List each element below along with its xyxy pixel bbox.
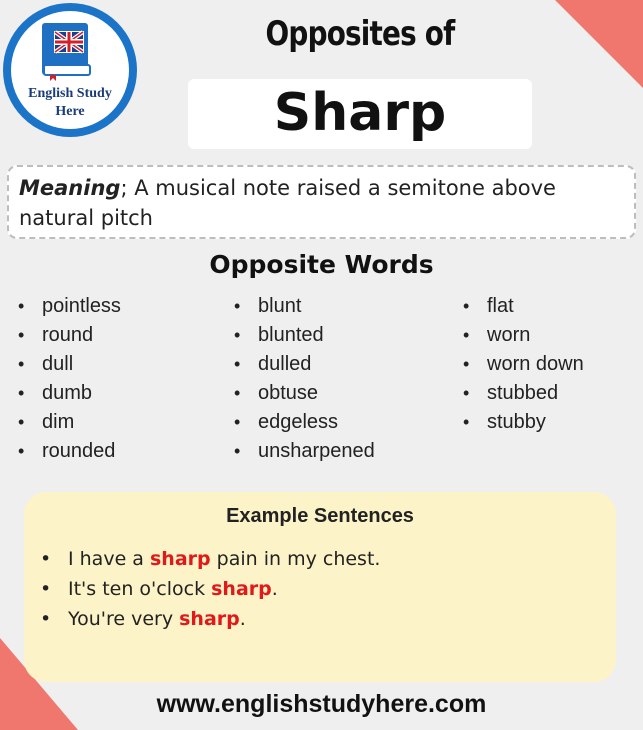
- list-item: • blunted: [234, 321, 375, 350]
- title-word-box: [188, 79, 532, 149]
- list-item: • stubby: [463, 408, 584, 437]
- meaning-separator: ;: [120, 176, 128, 200]
- list-item: • obtuse: [234, 379, 375, 408]
- meaning-box: [7, 165, 636, 239]
- list-item: • round: [18, 321, 121, 350]
- opposites-column-2: [234, 292, 375, 466]
- list-item: • dumb: [18, 379, 121, 408]
- opposites-column-1: [18, 292, 121, 466]
- meaning-label: Meaning: [19, 176, 121, 200]
- book-flag-icon: [38, 17, 102, 81]
- example-sentence: [38, 544, 380, 574]
- list-item: • worn: [463, 321, 584, 350]
- sentence-highlight: sharp: [211, 578, 272, 600]
- logo-text-line1: English Study: [28, 86, 112, 101]
- sentence-highlight: sharp: [149, 548, 211, 570]
- site-logo[interactable]: [3, 3, 137, 137]
- sentence-highlight: sharp: [179, 608, 240, 630]
- page-title-prefix: Opposites of: [265, 14, 455, 54]
- logo-text-line2: Here: [55, 104, 85, 119]
- list-item: • flat: [463, 292, 584, 321]
- sentence-text: pain in my chest.: [210, 548, 381, 570]
- sentence-text: I have a: [68, 548, 150, 570]
- list-item: • blunt: [234, 292, 375, 321]
- meaning-text: A musical note raised a semitone above natural pitch: [19, 176, 556, 230]
- sentence-text: .: [239, 608, 246, 630]
- list-item: • unsharpened: [234, 437, 375, 466]
- list-item: • pointless: [18, 292, 121, 321]
- sentence-text: You're very: [68, 608, 180, 630]
- example-sentence: [38, 574, 380, 604]
- sentence-text: It's ten o'clock: [68, 578, 212, 600]
- corner-decoration-top-right: [555, 0, 643, 88]
- list-item: • worn down: [463, 350, 584, 379]
- page-title-word: Sharp: [273, 83, 447, 143]
- example-sentences-heading: Example Sentences: [226, 505, 414, 527]
- list-item: • stubbed: [463, 379, 584, 408]
- list-item: • rounded: [18, 437, 121, 466]
- list-item: • dulled: [234, 350, 375, 379]
- list-item: • dull: [18, 350, 121, 379]
- example-sentences-box: [24, 492, 616, 682]
- list-item: • dim: [18, 408, 121, 437]
- example-sentences-list: [38, 544, 380, 634]
- opposites-column-3: [463, 292, 584, 437]
- example-sentence: [38, 604, 380, 634]
- footer-url[interactable]: www.englishstudyhere.com: [156, 690, 487, 718]
- opposite-words-heading: Opposite Words: [209, 250, 434, 279]
- list-item: • edgeless: [234, 408, 375, 437]
- sentence-text: .: [271, 578, 278, 600]
